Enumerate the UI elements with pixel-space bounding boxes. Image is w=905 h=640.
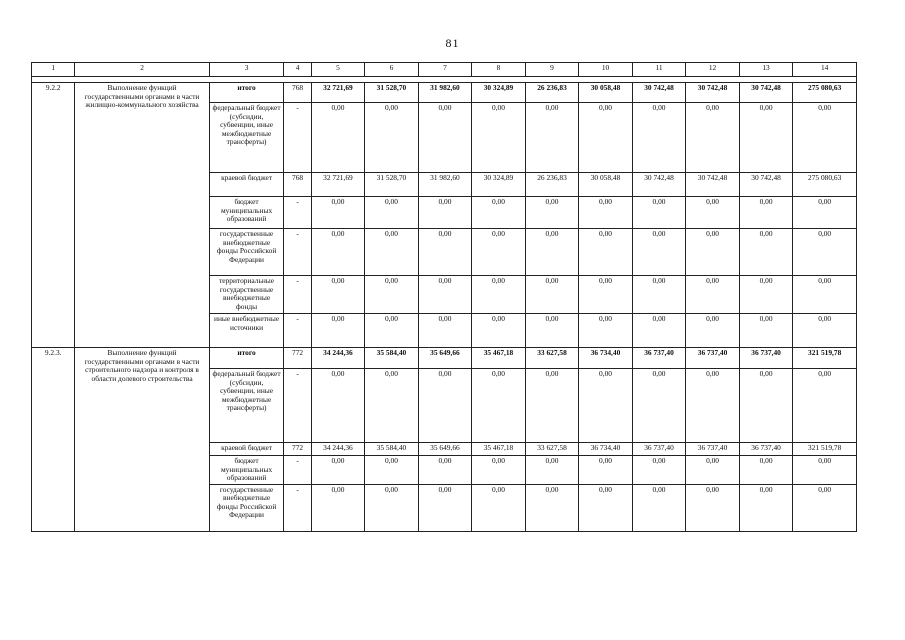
- amount-cell: 0,00: [632, 276, 686, 314]
- indicator-code: -: [284, 484, 311, 531]
- amount-cell: 36 734,40: [579, 443, 633, 456]
- amount-cell: 0,00: [311, 197, 365, 229]
- amount-cell: 30 742,48: [686, 173, 740, 197]
- amount-cell: 36 734,40: [579, 348, 633, 369]
- amount-cell: 0,00: [686, 369, 740, 443]
- amount-cell: 0,00: [472, 484, 526, 531]
- amount-cell: 0,00: [686, 276, 740, 314]
- indicator-code: 768: [284, 173, 311, 197]
- indicator-code: -: [284, 456, 311, 485]
- amount-cell: 0,00: [632, 103, 686, 173]
- amount-cell: 0,00: [632, 229, 686, 276]
- table-row: [32, 83, 857, 103]
- indicator-code: -: [284, 103, 311, 173]
- page-number: 81: [445, 36, 460, 50]
- amount-cell: 0,00: [793, 484, 857, 531]
- amount-cell: 0,00: [793, 456, 857, 485]
- amount-cell: 0,00: [418, 276, 472, 314]
- amount-cell: 0,00: [793, 314, 857, 348]
- amount-cell: 36 737,40: [632, 443, 686, 456]
- amount-cell: 0,00: [739, 484, 793, 531]
- amount-cell: 0,00: [418, 369, 472, 443]
- amount-cell: 321 519,78: [793, 443, 857, 456]
- amount-cell: 0,00: [686, 484, 740, 531]
- amount-cell: 35 584,40: [365, 443, 419, 456]
- column-header: 6: [365, 63, 419, 77]
- amount-cell: 30 324,89: [472, 173, 526, 197]
- indicator-code: -: [284, 369, 311, 443]
- amount-cell: 0,00: [632, 369, 686, 443]
- amount-cell: 0,00: [579, 369, 633, 443]
- amount-cell: 0,00: [525, 369, 579, 443]
- amount-cell: 0,00: [472, 456, 526, 485]
- amount-cell: 0,00: [365, 276, 419, 314]
- amount-cell: 35 649,66: [418, 443, 472, 456]
- amount-cell: 0,00: [739, 103, 793, 173]
- amount-cell: 31 528,70: [365, 173, 419, 197]
- amount-cell: 275 080,63: [793, 83, 857, 103]
- amount-cell: 0,00: [418, 456, 472, 485]
- amount-cell: 0,00: [311, 484, 365, 531]
- amount-cell: 0,00: [686, 197, 740, 229]
- amount-cell: 0,00: [311, 456, 365, 485]
- amount-cell: 275 080,63: [793, 173, 857, 197]
- amount-cell: 31 528,70: [365, 83, 419, 103]
- amount-cell: 0,00: [365, 229, 419, 276]
- amount-cell: 33 627,58: [525, 348, 579, 369]
- amount-cell: 31 982,60: [418, 173, 472, 197]
- amount-cell: 0,00: [311, 314, 365, 348]
- amount-cell: 0,00: [686, 229, 740, 276]
- amount-cell: 26 236,83: [525, 83, 579, 103]
- amount-cell: 0,00: [739, 369, 793, 443]
- amount-cell: 36 737,40: [686, 443, 740, 456]
- amount-cell: 0,00: [365, 197, 419, 229]
- amount-cell: 0,00: [311, 276, 365, 314]
- amount-cell: 0,00: [632, 484, 686, 531]
- amount-cell: 35 467,18: [472, 348, 526, 369]
- amount-cell: 26 236,83: [525, 173, 579, 197]
- amount-cell: 0,00: [365, 484, 419, 531]
- amount-cell: 0,00: [472, 103, 526, 173]
- amount-cell: 32 721,69: [311, 173, 365, 197]
- amount-cell: 0,00: [793, 197, 857, 229]
- amount-cell: 0,00: [739, 197, 793, 229]
- column-header: 4: [284, 63, 311, 77]
- amount-cell: 33 627,58: [525, 443, 579, 456]
- amount-cell: 0,00: [525, 276, 579, 314]
- amount-cell: 36 737,40: [739, 348, 793, 369]
- column-header: 5: [311, 63, 365, 77]
- indicator-code: -: [284, 197, 311, 229]
- amount-cell: 0,00: [686, 314, 740, 348]
- amount-cell: 0,00: [793, 229, 857, 276]
- funding-source: федеральный бюджет (субсидии, субвенции, иные межбюджетные трансферты): [209, 369, 284, 443]
- amount-cell: 0,00: [525, 197, 579, 229]
- column-header: 11: [632, 63, 686, 77]
- amount-cell: 31 982,60: [418, 83, 472, 103]
- column-header: 7: [418, 63, 472, 77]
- amount-cell: 0,00: [311, 369, 365, 443]
- column-header: 12: [686, 63, 740, 77]
- amount-cell: 0,00: [418, 197, 472, 229]
- amount-cell: 30 324,89: [472, 83, 526, 103]
- amount-cell: 36 737,40: [686, 348, 740, 369]
- column-header: 14: [793, 63, 857, 77]
- amount-cell: 35 649,66: [418, 348, 472, 369]
- funding-source: итого: [209, 83, 284, 103]
- funding-source: иные внебюджетные источники: [209, 314, 284, 348]
- amount-cell: 0,00: [365, 456, 419, 485]
- indicator-code: -: [284, 276, 311, 314]
- column-header: 1: [32, 63, 75, 77]
- column-header: 9: [525, 63, 579, 77]
- amount-cell: 32 721,69: [311, 83, 365, 103]
- amount-cell: 35 584,40: [365, 348, 419, 369]
- amount-cell: 0,00: [579, 276, 633, 314]
- amount-cell: 0,00: [579, 314, 633, 348]
- amount-cell: 30 742,48: [632, 173, 686, 197]
- amount-cell: 0,00: [739, 456, 793, 485]
- indicator-code: 768: [284, 83, 311, 103]
- section-title: Выполнение функций государственными органами в части строительного надзора и контроля в области долевого строительства: [75, 348, 209, 532]
- column-header: 13: [739, 63, 793, 77]
- indicator-code: 772: [284, 443, 311, 456]
- amount-cell: 0,00: [632, 456, 686, 485]
- funding-source: бюджет муниципальных образований: [209, 456, 284, 485]
- amount-cell: 0,00: [739, 276, 793, 314]
- column-header: 2: [75, 63, 209, 77]
- amount-cell: 30 742,48: [686, 83, 740, 103]
- amount-cell: 0,00: [525, 103, 579, 173]
- amount-cell: 0,00: [525, 456, 579, 485]
- budget-table: [31, 62, 857, 532]
- amount-cell: 0,00: [632, 314, 686, 348]
- amount-cell: 0,00: [579, 456, 633, 485]
- section-code: 9.2.3.: [32, 348, 75, 532]
- amount-cell: 30 742,48: [632, 83, 686, 103]
- amount-cell: 0,00: [579, 229, 633, 276]
- amount-cell: 0,00: [793, 276, 857, 314]
- amount-cell: 0,00: [525, 314, 579, 348]
- amount-cell: 0,00: [311, 229, 365, 276]
- amount-cell: 0,00: [418, 484, 472, 531]
- section-title: Выполнение функций государственными органами в части жилищно-коммунального хозяйства: [75, 83, 209, 348]
- funding-source: территориальные государственные внебюджетные фонды: [209, 276, 284, 314]
- column-header: 10: [579, 63, 633, 77]
- amount-cell: 0,00: [686, 103, 740, 173]
- amount-cell: 30 742,48: [739, 173, 793, 197]
- amount-cell: 0,00: [472, 314, 526, 348]
- amount-cell: 36 737,40: [739, 443, 793, 456]
- amount-cell: 0,00: [418, 229, 472, 276]
- funding-source: краевой бюджет: [209, 173, 284, 197]
- indicator-code: 772: [284, 348, 311, 369]
- section-9-2-3: [32, 348, 857, 532]
- funding-source: государственные внебюджетные фонды Российской Федерации: [209, 484, 284, 531]
- amount-cell: 0,00: [472, 276, 526, 314]
- funding-source: государственные внебюджетные фонды Российской Федерации: [209, 229, 284, 276]
- amount-cell: 0,00: [739, 229, 793, 276]
- amount-cell: 30 058,48: [579, 173, 633, 197]
- column-header: 8: [472, 63, 526, 77]
- amount-cell: 0,00: [632, 197, 686, 229]
- funding-source: федеральный бюджет (субсидии, субвенции, иные межбюджетные трансферты): [209, 103, 284, 173]
- amount-cell: 321 519,78: [793, 348, 857, 369]
- section-code: 9.2.2: [32, 83, 75, 348]
- amount-cell: 0,00: [365, 314, 419, 348]
- funding-source: итого: [209, 348, 284, 369]
- amount-cell: 0,00: [525, 229, 579, 276]
- column-header: 3: [209, 63, 284, 77]
- amount-cell: 36 737,40: [632, 348, 686, 369]
- amount-cell: 0,00: [311, 103, 365, 173]
- section-9-2-2: [32, 83, 857, 348]
- column-number-header-row: [32, 63, 857, 77]
- amount-cell: 0,00: [793, 103, 857, 173]
- amount-cell: 35 467,18: [472, 443, 526, 456]
- funding-source: бюджет муниципальных образований: [209, 197, 284, 229]
- amount-cell: 34 244,36: [311, 348, 365, 369]
- indicator-code: -: [284, 229, 311, 276]
- amount-cell: 34 244,36: [311, 443, 365, 456]
- amount-cell: 0,00: [472, 229, 526, 276]
- amount-cell: 0,00: [365, 103, 419, 173]
- indicator-code: -: [284, 314, 311, 348]
- amount-cell: 30 058,48: [579, 83, 633, 103]
- amount-cell: 0,00: [525, 484, 579, 531]
- amount-cell: 0,00: [579, 197, 633, 229]
- amount-cell: 0,00: [418, 314, 472, 348]
- amount-cell: 30 742,48: [739, 83, 793, 103]
- amount-cell: 0,00: [579, 484, 633, 531]
- amount-cell: 0,00: [686, 456, 740, 485]
- amount-cell: 0,00: [472, 197, 526, 229]
- amount-cell: 0,00: [739, 314, 793, 348]
- amount-cell: 0,00: [365, 369, 419, 443]
- amount-cell: 0,00: [579, 103, 633, 173]
- funding-source: краевой бюджет: [209, 443, 284, 456]
- amount-cell: 0,00: [418, 103, 472, 173]
- amount-cell: 0,00: [793, 369, 857, 443]
- table-row: [32, 348, 857, 369]
- amount-cell: 0,00: [472, 369, 526, 443]
